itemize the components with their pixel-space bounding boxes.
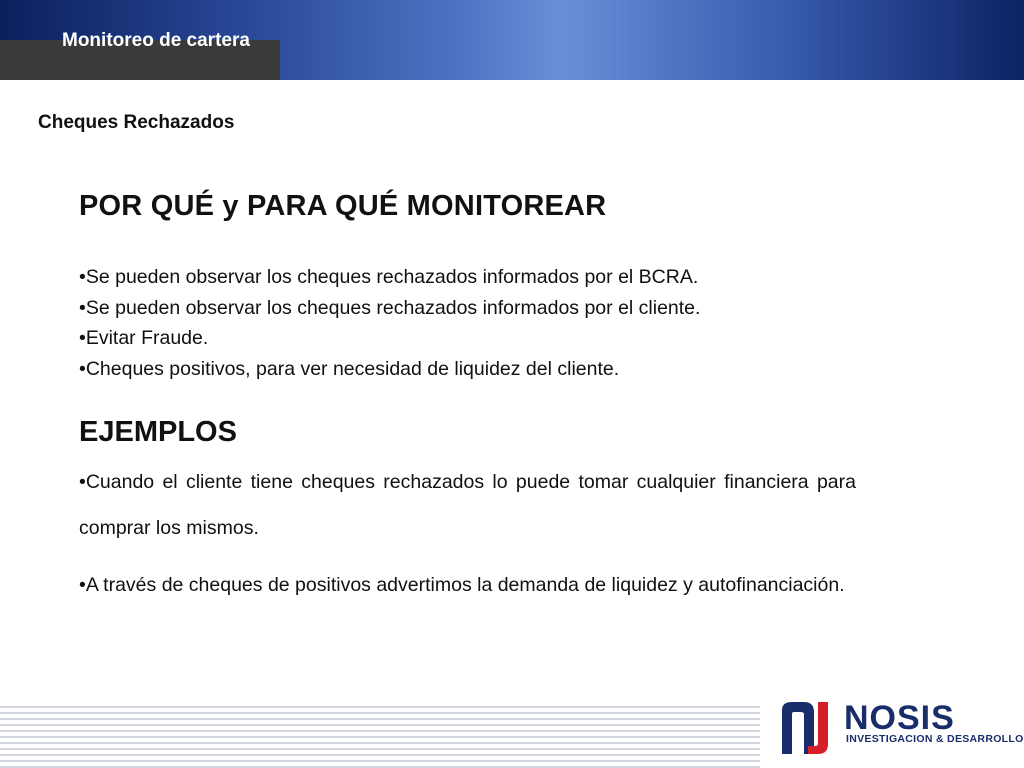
section-label: Cheques Rechazados [38,112,235,133]
logo-wordmark: NOSIS [844,699,955,737]
why-bullet: •Cheques positivos, para ver necesidad de liquidez del cliente. [79,357,620,380]
decorative-stripes [0,706,760,768]
examples-heading: EJEMPLOS [79,416,237,448]
why-bullet: •Se pueden observar los cheques rechazados informados por el cliente. [79,296,701,319]
why-heading: POR QUÉ y PARA QUÉ MONITOREAR [79,190,607,222]
slide-title: Monitoreo de cartera [62,30,250,51]
why-bullet-list [79,262,856,384]
example-paragraph: •Cuando el cliente tiene cheques rechazados lo puede tomar cualquier financiera para comprar los mismos. [79,471,856,539]
why-bullet: •Se pueden observar los cheques rechazados informados por el BCRA. [79,266,699,288]
example-paragraph: •A través de cheques de positivos advertimos la demanda de liquidez y autofinanciación. [79,574,845,596]
why-bullet: •Evitar Fraude. [79,327,209,349]
nosis-logo [778,696,1014,758]
logo-tagline: INVESTIGACION & DESARROLLO [846,733,1024,745]
